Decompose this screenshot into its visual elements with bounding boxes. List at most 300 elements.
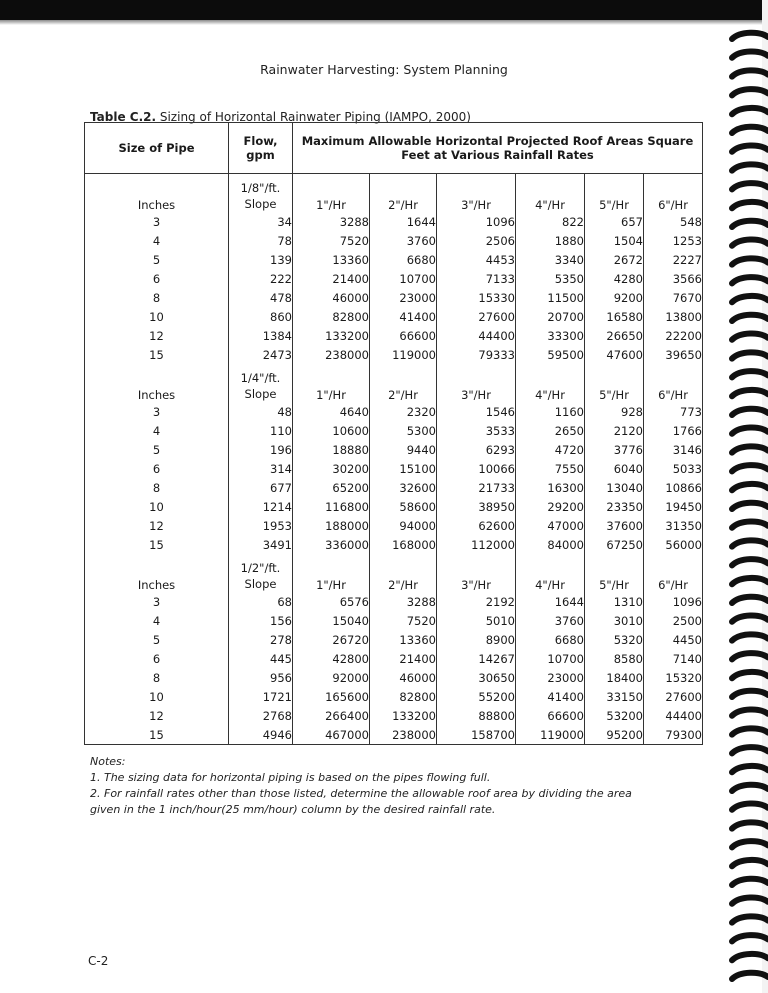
binding-coil	[730, 728, 768, 737]
roof-area-cell: 548	[644, 212, 703, 231]
section-header-row	[85, 174, 703, 213]
pipe-size-cell: 15	[85, 725, 229, 745]
roof-area-cell: 3533	[437, 421, 516, 440]
binding-coil	[730, 747, 768, 756]
roof-area-cell: 13800	[644, 307, 703, 326]
pipe-size-cell: 4	[85, 231, 229, 250]
roof-area-cell: 4280	[585, 269, 644, 288]
table-row	[85, 269, 703, 288]
slope-label: 1/4"/ft. Slope	[229, 364, 293, 402]
table-row	[85, 212, 703, 231]
binding-coil	[730, 334, 768, 343]
binding-coil	[730, 522, 768, 531]
binding-coil	[730, 221, 768, 230]
binding-coil	[730, 146, 768, 155]
binding-coil	[730, 597, 768, 606]
flow-cell: 1953	[229, 516, 293, 535]
roof-area-cell: 2120	[585, 421, 644, 440]
flow-cell: 3491	[229, 535, 293, 554]
table-row	[85, 725, 703, 745]
roof-area-cell: 8580	[585, 649, 644, 668]
pipe-size-cell: 3	[85, 592, 229, 611]
binding-coil	[730, 352, 768, 361]
roof-area-cell: 10866	[644, 478, 703, 497]
roof-area-cell: 7520	[293, 231, 370, 250]
roof-area-cell: 6680	[370, 250, 437, 269]
table-row	[85, 516, 703, 535]
roof-area-cell: 2506	[437, 231, 516, 250]
flow-cell: 1384	[229, 326, 293, 345]
roof-area-cell: 4450	[644, 630, 703, 649]
roof-area-cell: 158700	[437, 725, 516, 745]
roof-area-cell: 928	[585, 402, 644, 421]
flow-cell: 2473	[229, 345, 293, 364]
rate-header: 5"/Hr	[585, 174, 644, 213]
rate-header: 1"/Hr	[293, 174, 370, 213]
binding-coil	[730, 108, 768, 117]
binding-coil	[730, 315, 768, 324]
roof-area-cell: 2672	[585, 250, 644, 269]
binding-coil	[730, 183, 768, 192]
roof-area-cell: 7550	[516, 459, 585, 478]
binding-coil	[730, 540, 768, 549]
roof-area-cell: 26650	[585, 326, 644, 345]
rate-header: 5"/Hr	[585, 364, 644, 402]
roof-area-cell: 3288	[370, 592, 437, 611]
rate-header: 2"/Hr	[370, 364, 437, 402]
roof-area-cell: 2227	[644, 250, 703, 269]
roof-area-cell: 92000	[293, 668, 370, 687]
binding-coil	[730, 916, 768, 925]
roof-area-header: Maximum Allowable Horizontal Projected Roof Areas Square Feet at Various Rainfall Rates	[293, 123, 703, 174]
roof-area-cell: 41400	[370, 307, 437, 326]
flow-cell: 956	[229, 668, 293, 687]
roof-area-cell: 21733	[437, 478, 516, 497]
roof-area-cell: 53200	[585, 706, 644, 725]
rate-header: 3"/Hr	[437, 364, 516, 402]
roof-area-cell: 15320	[644, 668, 703, 687]
roof-area-cell: 29200	[516, 497, 585, 516]
table-row	[85, 535, 703, 554]
unit-label: Inches	[85, 174, 229, 213]
roof-area-cell: 18880	[293, 440, 370, 459]
roof-area-cell: 10066	[437, 459, 516, 478]
binding-coil	[730, 559, 768, 568]
roof-area-cell: 66600	[370, 326, 437, 345]
roof-area-cell: 2320	[370, 402, 437, 421]
pipe-size-cell: 6	[85, 649, 229, 668]
flow-cell: 222	[229, 269, 293, 288]
flow-cell: 2768	[229, 706, 293, 725]
binding-coil	[730, 898, 768, 907]
roof-area-cell: 16580	[585, 307, 644, 326]
pipe-size-cell: 4	[85, 611, 229, 630]
table-row	[85, 231, 703, 250]
rate-header: 1"/Hr	[293, 554, 370, 592]
rate-header: 3"/Hr	[437, 554, 516, 592]
pipe-size-cell: 12	[85, 706, 229, 725]
roof-area-cell: 21400	[293, 269, 370, 288]
table-row	[85, 307, 703, 326]
binding-coil	[730, 371, 768, 380]
roof-area-cell: 14267	[437, 649, 516, 668]
table-header-row	[85, 123, 703, 174]
table-row	[85, 687, 703, 706]
roof-area-cell: 23000	[516, 668, 585, 687]
binding-coil	[730, 616, 768, 625]
table-row	[85, 288, 703, 307]
roof-area-cell: 15330	[437, 288, 516, 307]
table-row	[85, 668, 703, 687]
roof-area-cell: 6293	[437, 440, 516, 459]
roof-area-cell: 4720	[516, 440, 585, 459]
roof-area-cell: 3146	[644, 440, 703, 459]
roof-area-cell: 168000	[370, 535, 437, 554]
flow-cell: 78	[229, 231, 293, 250]
roof-area-cell: 8900	[437, 630, 516, 649]
binding-coil	[730, 446, 768, 455]
roof-area-cell: 6576	[293, 592, 370, 611]
roof-area-cell: 56000	[644, 535, 703, 554]
notes-block	[90, 754, 632, 818]
unit-label: Inches	[85, 554, 229, 592]
roof-area-cell: 467000	[293, 725, 370, 745]
roof-area-cell: 1880	[516, 231, 585, 250]
binding-coil	[730, 634, 768, 643]
pipe-size-cell: 15	[85, 345, 229, 364]
flow-cell: 156	[229, 611, 293, 630]
rate-header: 4"/Hr	[516, 364, 585, 402]
roof-area-cell: 165600	[293, 687, 370, 706]
binding-coil	[730, 202, 768, 211]
slope-label: 1/8"/ft. Slope	[229, 174, 293, 213]
roof-area-cell: 116800	[293, 497, 370, 516]
binding-coil	[730, 164, 768, 173]
roof-area-cell: 21400	[370, 649, 437, 668]
flow-cell: 1214	[229, 497, 293, 516]
pipe-size-cell: 6	[85, 269, 229, 288]
binding-coil	[730, 296, 768, 305]
roof-area-cell: 3760	[516, 611, 585, 630]
pipe-size-cell: 4	[85, 421, 229, 440]
table-row	[85, 345, 703, 364]
roof-area-cell: 3288	[293, 212, 370, 231]
table-row	[85, 459, 703, 478]
binding-coil	[730, 785, 768, 794]
pipe-size-cell: 12	[85, 516, 229, 535]
binding-coil	[730, 484, 768, 493]
roof-area-cell: 33150	[585, 687, 644, 706]
pipe-size-cell: 10	[85, 687, 229, 706]
binding-coil	[730, 89, 768, 98]
roof-area-cell: 5350	[516, 269, 585, 288]
roof-area-cell: 62600	[437, 516, 516, 535]
roof-area-cell: 33300	[516, 326, 585, 345]
roof-area-cell: 15100	[370, 459, 437, 478]
roof-area-cell: 5033	[644, 459, 703, 478]
roof-area-cell: 47600	[585, 345, 644, 364]
roof-area-cell: 3010	[585, 611, 644, 630]
roof-area-cell: 15040	[293, 611, 370, 630]
pipe-size-cell: 6	[85, 459, 229, 478]
roof-area-cell: 38950	[437, 497, 516, 516]
pipe-size-cell: 5	[85, 250, 229, 269]
flow-cell: 48	[229, 402, 293, 421]
roof-area-cell: 10700	[370, 269, 437, 288]
flow-cell: 445	[229, 649, 293, 668]
slope-label: 1/2"/ft. Slope	[229, 554, 293, 592]
pipe-size-cell: 8	[85, 668, 229, 687]
roof-area-cell: 13360	[370, 630, 437, 649]
binding-coil	[730, 672, 768, 681]
roof-area-cell: 4453	[437, 250, 516, 269]
pipe-size-cell: 3	[85, 212, 229, 231]
flow-cell: 860	[229, 307, 293, 326]
binding-coil	[730, 860, 768, 869]
roof-area-cell: 6680	[516, 630, 585, 649]
binding-coil	[730, 841, 768, 850]
rate-header: 4"/Hr	[516, 554, 585, 592]
roof-area-cell: 42800	[293, 649, 370, 668]
rate-header: 6"/Hr	[644, 554, 703, 592]
roof-area-cell: 119000	[516, 725, 585, 745]
roof-area-cell: 133200	[293, 326, 370, 345]
roof-area-cell: 773	[644, 402, 703, 421]
roof-area-cell: 7133	[437, 269, 516, 288]
note-line: 2. For rainfall rates other than those listed, determine the allowable roof area by dividing the area	[90, 787, 632, 800]
roof-area-cell: 13040	[585, 478, 644, 497]
roof-area-cell: 46000	[370, 668, 437, 687]
roof-area-cell: 5300	[370, 421, 437, 440]
roof-area-cell: 18400	[585, 668, 644, 687]
scan-top-gradient	[0, 20, 768, 25]
rate-header: 2"/Hr	[370, 554, 437, 592]
roof-area-cell: 6040	[585, 459, 644, 478]
flow-cell: 314	[229, 459, 293, 478]
pipe-size-cell: 10	[85, 307, 229, 326]
binding-coil	[730, 127, 768, 136]
binding-coil	[730, 465, 768, 474]
roof-area-cell: 336000	[293, 535, 370, 554]
flow-cell: 110	[229, 421, 293, 440]
flow-cell: 68	[229, 592, 293, 611]
roof-area-cell: 7670	[644, 288, 703, 307]
spiral-binding	[726, 25, 768, 993]
roof-area-cell: 1160	[516, 402, 585, 421]
binding-coil	[730, 973, 768, 982]
roof-area-cell: 1546	[437, 402, 516, 421]
rate-header: 3"/Hr	[437, 174, 516, 213]
note-line: given in the 1 inch/hour(25 mm/hour) column by the desired rainfall rate.	[90, 803, 496, 816]
roof-area-cell: 66600	[516, 706, 585, 725]
pipe-size-cell: 5	[85, 440, 229, 459]
roof-area-cell: 65200	[293, 478, 370, 497]
roof-area-cell: 94000	[370, 516, 437, 535]
binding-coil	[730, 52, 768, 61]
roof-area-cell: 119000	[370, 345, 437, 364]
roof-area-cell: 822	[516, 212, 585, 231]
roof-area-cell: 7520	[370, 611, 437, 630]
rate-header: 2"/Hr	[370, 174, 437, 213]
table-row	[85, 611, 703, 630]
table-row	[85, 250, 703, 269]
roof-area-cell: 1096	[644, 592, 703, 611]
roof-area-cell: 3566	[644, 269, 703, 288]
roof-area-cell: 2500	[644, 611, 703, 630]
roof-area-cell: 1644	[516, 592, 585, 611]
scan-top-shadow	[0, 0, 768, 20]
roof-area-cell: 41400	[516, 687, 585, 706]
binding-coil	[730, 653, 768, 662]
binding-coil	[730, 258, 768, 267]
roof-area-cell: 44400	[644, 706, 703, 725]
pipe-size-cell: 10	[85, 497, 229, 516]
roof-area-cell: 2192	[437, 592, 516, 611]
roof-area-cell: 266400	[293, 706, 370, 725]
roof-area-cell: 238000	[370, 725, 437, 745]
binding-coil	[730, 240, 768, 249]
binding-coil	[730, 822, 768, 831]
table-row	[85, 706, 703, 725]
roof-area-cell: 88800	[437, 706, 516, 725]
table-row	[85, 478, 703, 497]
note-line: 1. The sizing data for horizontal piping is based on the pipes flowing full.	[90, 771, 491, 784]
roof-area-cell: 9200	[585, 288, 644, 307]
size-of-pipe-header: Size of Pipe	[85, 123, 229, 174]
flow-cell: 1721	[229, 687, 293, 706]
roof-area-cell: 46000	[293, 288, 370, 307]
roof-area-cell: 7140	[644, 649, 703, 668]
roof-area-cell: 1766	[644, 421, 703, 440]
table-row	[85, 440, 703, 459]
binding-coil	[730, 691, 768, 700]
rate-header: 6"/Hr	[644, 364, 703, 402]
roof-area-cell: 1096	[437, 212, 516, 231]
roof-area-cell: 13360	[293, 250, 370, 269]
roof-area-cell: 67250	[585, 535, 644, 554]
binding-coil	[730, 879, 768, 888]
roof-area-cell: 1644	[370, 212, 437, 231]
roof-area-cell: 1310	[585, 592, 644, 611]
roof-area-cell: 37600	[585, 516, 644, 535]
rate-header: 4"/Hr	[516, 174, 585, 213]
table-row	[85, 592, 703, 611]
roof-area-cell: 26720	[293, 630, 370, 649]
binding-coil	[730, 33, 768, 42]
roof-area-cell: 112000	[437, 535, 516, 554]
roof-area-cell: 19450	[644, 497, 703, 516]
flow-cell: 196	[229, 440, 293, 459]
pipe-size-cell: 8	[85, 288, 229, 307]
binding-coil	[730, 710, 768, 719]
roof-area-cell: 16300	[516, 478, 585, 497]
roof-area-cell: 10600	[293, 421, 370, 440]
binding-coil	[730, 390, 768, 399]
binding-coil	[730, 954, 768, 963]
table-row	[85, 326, 703, 345]
roof-area-cell: 27600	[644, 687, 703, 706]
roof-area-cell: 32600	[370, 478, 437, 497]
roof-area-cell: 9440	[370, 440, 437, 459]
pipe-size-cell: 5	[85, 630, 229, 649]
roof-area-cell: 188000	[293, 516, 370, 535]
page-number: C-2	[88, 954, 109, 968]
roof-area-cell: 79300	[644, 725, 703, 745]
roof-area-cell: 58600	[370, 497, 437, 516]
roof-area-cell: 31350	[644, 516, 703, 535]
table-caption-label: Table C.2.	[90, 110, 157, 124]
table-row	[85, 402, 703, 421]
binding-coil	[730, 766, 768, 775]
running-header: Rainwater Harvesting: System Planning	[260, 62, 508, 77]
table-row	[85, 630, 703, 649]
binding-coil	[730, 503, 768, 512]
notes-heading: Notes:	[90, 755, 126, 768]
section-header-row	[85, 364, 703, 402]
roof-area-cell: 30200	[293, 459, 370, 478]
roof-area-cell: 84000	[516, 535, 585, 554]
roof-area-cell: 5320	[585, 630, 644, 649]
roof-area-cell: 44400	[437, 326, 516, 345]
binding-coil	[730, 409, 768, 418]
section-header-row	[85, 554, 703, 592]
roof-area-cell: 11500	[516, 288, 585, 307]
table-row	[85, 649, 703, 668]
roof-area-cell: 95200	[585, 725, 644, 745]
binding-coil	[730, 428, 768, 437]
roof-area-cell: 4640	[293, 402, 370, 421]
binding-coil	[730, 935, 768, 944]
roof-area-cell: 3776	[585, 440, 644, 459]
roof-area-cell: 23000	[370, 288, 437, 307]
roof-area-cell: 20700	[516, 307, 585, 326]
flow-cell: 278	[229, 630, 293, 649]
flow-cell: 4946	[229, 725, 293, 745]
flow-cell: 34	[229, 212, 293, 231]
table-row	[85, 421, 703, 440]
binding-coil	[730, 804, 768, 813]
flow-cell: 677	[229, 478, 293, 497]
roof-area-cell: 3760	[370, 231, 437, 250]
roof-area-cell: 1504	[585, 231, 644, 250]
roof-area-cell: 1253	[644, 231, 703, 250]
roof-area-cell: 657	[585, 212, 644, 231]
flow-cell: 478	[229, 288, 293, 307]
table-row	[85, 497, 703, 516]
binding-coil	[730, 277, 768, 286]
roof-area-cell: 3340	[516, 250, 585, 269]
roof-area-cell: 133200	[370, 706, 437, 725]
unit-label: Inches	[85, 364, 229, 402]
roof-area-cell: 238000	[293, 345, 370, 364]
rate-header: 6"/Hr	[644, 174, 703, 213]
roof-area-cell: 22200	[644, 326, 703, 345]
roof-area-cell: 5010	[437, 611, 516, 630]
rate-header: 1"/Hr	[293, 364, 370, 402]
roof-area-cell: 2650	[516, 421, 585, 440]
roof-area-cell: 30650	[437, 668, 516, 687]
roof-area-cell: 55200	[437, 687, 516, 706]
roof-area-cell: 23350	[585, 497, 644, 516]
roof-area-cell: 39650	[644, 345, 703, 364]
pipe-size-cell: 15	[85, 535, 229, 554]
sizing-table	[84, 122, 703, 745]
roof-area-cell: 10700	[516, 649, 585, 668]
binding-coil	[730, 578, 768, 587]
pipe-size-cell: 12	[85, 326, 229, 345]
roof-area-cell: 82800	[293, 307, 370, 326]
roof-area-cell: 82800	[370, 687, 437, 706]
